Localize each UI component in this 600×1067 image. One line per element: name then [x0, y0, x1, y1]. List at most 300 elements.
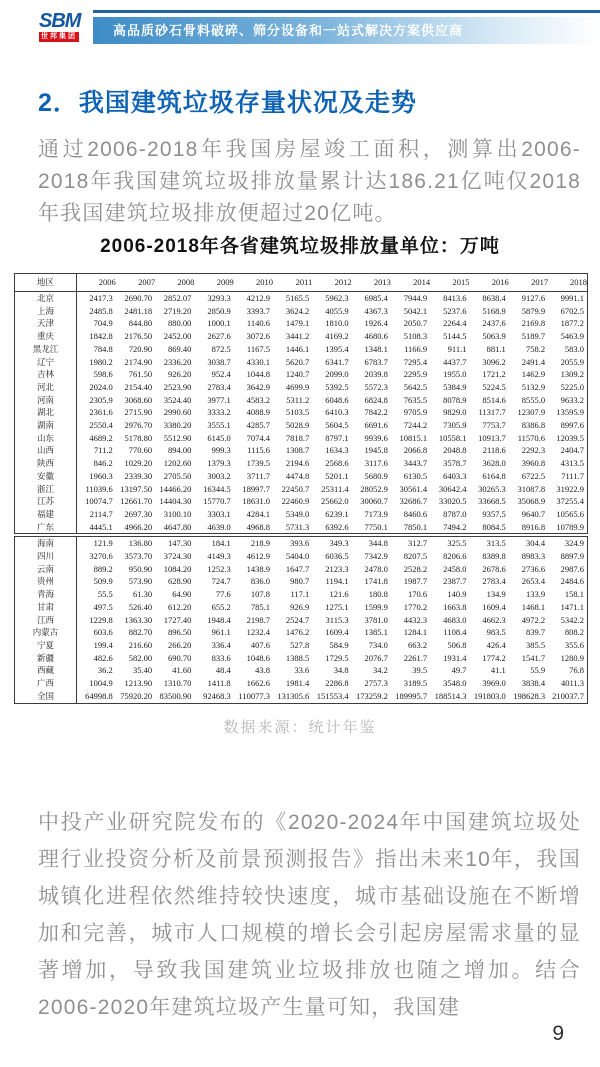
value-cell: 6341.7 — [325, 356, 349, 367]
table-row — [15, 626, 588, 639]
value-cell: 76.8 — [569, 665, 584, 676]
table-body-section2 — [15, 537, 588, 703]
value-cell: 4313.5 — [560, 458, 584, 469]
value-cell: 808.2 — [564, 627, 584, 638]
value-cell: 4088.9 — [246, 407, 270, 418]
value-cell: 37255.4 — [556, 496, 584, 507]
value-cell: 1029.20 — [124, 458, 153, 469]
value-cell: 7842.2 — [364, 407, 388, 418]
value-cell: 1468.1 — [521, 601, 546, 612]
value-cell: 1981.4 — [285, 678, 310, 689]
value-cell: 49.7 — [451, 665, 467, 676]
value-cell: 628.90 — [168, 576, 192, 587]
value-cell: 43.8 — [255, 665, 270, 676]
value-cell: 5342.2 — [560, 614, 584, 625]
value-cell: 5962.3 — [325, 293, 349, 303]
value-cell: 5063.9 — [482, 331, 506, 342]
value-cell: 7635.5 — [403, 394, 428, 405]
value-cell: 1411.8 — [207, 678, 231, 689]
value-cell: 31087.8 — [517, 483, 546, 494]
value-cell: 6702.5 — [560, 305, 584, 316]
value-cell: 8084.5 — [482, 521, 506, 532]
table-row — [15, 690, 588, 703]
table-row — [15, 419, 588, 432]
value-cell: 2264.4 — [443, 318, 467, 329]
value-cell: 8078.9 — [443, 394, 467, 405]
value-cell: 3548.0 — [443, 678, 467, 689]
value-cell: 1721.2 — [482, 369, 506, 380]
value-cell: 1541.7 — [521, 652, 546, 663]
value-cell: 2305.9 — [89, 394, 113, 405]
value-cell: 4968.8 — [246, 521, 270, 532]
value-cell: 3303.1 — [207, 508, 231, 519]
value-cell: 1599.9 — [364, 601, 388, 612]
value-cell: 1739.5 — [246, 458, 270, 469]
value-cell: 1048.6 — [246, 652, 270, 663]
value-cell: 6783.7 — [364, 356, 388, 367]
value-cell: 1980.2 — [89, 356, 113, 367]
value-cell: 8916.8 — [521, 521, 546, 532]
value-cell: 2174.90 — [124, 356, 153, 367]
value-cell: 7944.9 — [403, 293, 428, 303]
value-cell: 3441.2 — [285, 331, 310, 342]
region-cell: 陕西 — [15, 457, 77, 470]
value-cell: 1634.3 — [325, 445, 349, 456]
value-cell: 188514.3 — [434, 690, 467, 701]
emissions-table-section1 — [14, 273, 588, 534]
value-cell: 758.2 — [525, 343, 546, 354]
value-cell: 75920.20 — [120, 690, 153, 701]
value-cell: 218.9 — [250, 538, 270, 549]
value-cell: 2690.70 — [124, 293, 153, 303]
value-cell: 9829.0 — [443, 407, 467, 418]
value-cell: 1140.6 — [246, 318, 270, 329]
value-cell: 1000.1 — [207, 318, 231, 329]
value-cell: 34.2 — [373, 665, 388, 676]
value-cell: 324.9 — [564, 538, 584, 549]
value-cell: 3189.5 — [403, 678, 428, 689]
value-cell: 336.4 — [211, 639, 231, 650]
value-cell: 2653.4 — [521, 576, 546, 587]
region-cell: 甘肃 — [15, 601, 77, 614]
value-cell: 2339.30 — [124, 470, 153, 481]
value-cell: 189995.7 — [395, 690, 428, 701]
column-header: 2012 — [312, 274, 351, 292]
value-cell: 1663.8 — [443, 601, 467, 612]
value-cell: 612.20 — [168, 601, 192, 612]
column-header: 2018 — [548, 274, 587, 292]
value-cell: 16344.5 — [203, 483, 231, 494]
value-cell: 8638.4 — [482, 293, 506, 303]
table-row — [15, 343, 588, 356]
region-cell: 山东 — [15, 432, 77, 445]
value-cell: 1609.4 — [482, 601, 506, 612]
emissions-table-section2 — [14, 536, 588, 703]
value-cell: 3380.20 — [163, 420, 192, 431]
sbm-logo-text: SBM — [39, 10, 81, 32]
value-cell: 2361.6 — [89, 407, 113, 418]
value-cell: 33020.5 — [438, 496, 467, 507]
value-cell: 8514.6 — [482, 394, 506, 405]
column-header: 2010 — [234, 274, 273, 292]
value-cell: 61.30 — [132, 589, 153, 600]
region-cell: 宁夏 — [15, 639, 77, 652]
value-cell: 4055.9 — [325, 305, 349, 316]
region-cell: 江苏 — [15, 495, 77, 508]
value-cell: 4689.2 — [89, 432, 113, 443]
value-cell: 1877.2 — [560, 318, 584, 329]
value-cell: 2076.7 — [364, 652, 388, 663]
value-cell: 2678.6 — [482, 563, 506, 574]
value-cell: 4647.80 — [163, 521, 192, 532]
value-cell: 4169.2 — [325, 331, 349, 342]
value-cell: 3100.10 — [163, 508, 192, 519]
table-row — [15, 563, 588, 576]
value-cell: 55.9 — [530, 665, 546, 676]
value-cell: 7850.1 — [403, 521, 428, 532]
sbm-logo-subtext: 世邦集团 — [41, 33, 77, 40]
value-cell: 1471.1 — [560, 601, 584, 612]
page-header — [0, 0, 600, 58]
value-cell: 2437.6 — [482, 318, 506, 329]
value-cell: 33668.5 — [478, 496, 506, 507]
value-cell: 3038.7 — [207, 356, 231, 367]
value-cell: 140.9 — [447, 589, 467, 600]
table-header-row — [15, 274, 588, 292]
value-cell: 1348.1 — [364, 343, 388, 354]
analysis-paragraph: 中投产业研究院发布的《2020-2024年中国建筑垃圾处理行业投资分析及前景预测报告》指出未来10年，我国城镇化进程依然维持较快速度，城市基础设施在不断增加和完善，城市人口规模的增长会引起房屋需求量的显著增加，导致我国建筑业垃圾排放也随之增加。结合2006-2020年建筑垃圾产生量可知，我国建 — [38, 811, 581, 1019]
value-cell: 12661.70 — [120, 496, 153, 507]
value-cell: 926.9 — [290, 601, 310, 612]
value-cell: 4285.7 — [246, 420, 270, 431]
table-row — [15, 406, 588, 419]
value-cell: 573.90 — [128, 576, 153, 587]
column-header: 2006 — [77, 274, 116, 292]
value-cell: 506.8 — [447, 639, 467, 650]
value-cell: 1810.0 — [325, 318, 349, 329]
value-cell: 191803.0 — [473, 690, 506, 701]
value-cell: 4662.3 — [482, 614, 506, 625]
value-cell: 2478.0 — [364, 563, 388, 574]
value-cell: 584.9 — [329, 639, 349, 650]
value-cell: 6130.5 — [403, 470, 428, 481]
region-cell: 海南 — [15, 537, 77, 550]
value-cell: 4612.9 — [246, 551, 270, 562]
value-cell: 30060.7 — [360, 496, 388, 507]
value-cell: 1166.9 — [404, 343, 428, 354]
value-cell: 36.2 — [97, 665, 113, 676]
value-cell: 12307.9 — [517, 407, 546, 418]
value-cell: 2024.0 — [89, 381, 113, 392]
value-cell: 4437.7 — [443, 356, 467, 367]
value-cell: 1240.7 — [285, 369, 310, 380]
value-cell: 983.5 — [486, 627, 506, 638]
value-cell: 5165.5 — [285, 293, 310, 303]
value-cell: 2387.7 — [443, 576, 467, 587]
region-cell: 青海 — [15, 588, 77, 601]
value-cell: 6403.3 — [443, 470, 467, 481]
column-header: 2017 — [509, 274, 548, 292]
header-banner: 高品质砂石骨料破碎、筛分设备和一站式解决方案供应商 — [93, 17, 600, 44]
value-cell: 1948.4 — [207, 614, 231, 625]
value-cell: 18997.7 — [242, 483, 270, 494]
table-title: 2006-2018年各省建筑垃圾排放量单位：万吨 — [100, 236, 500, 257]
value-cell: 2286.8 — [325, 678, 349, 689]
header-accent-line — [93, 10, 600, 13]
table-row — [15, 521, 588, 534]
region-cell: 广西 — [15, 677, 77, 690]
value-cell: 761.50 — [128, 369, 153, 380]
value-cell: 1926.4 — [364, 318, 388, 329]
table-body-section1 — [15, 292, 588, 534]
column-header: 2014 — [391, 274, 430, 292]
value-cell: 110077.3 — [238, 690, 270, 701]
value-cell: 980.7 — [290, 576, 310, 587]
table-row — [15, 495, 588, 508]
table-row — [15, 356, 588, 369]
value-cell: 1395.4 — [325, 343, 349, 354]
value-cell: 11317.7 — [478, 407, 506, 418]
intro-paragraph: 通过2006-2018年我国房屋竣工面积，测算出2006-2018年我国建筑垃圾排放量累计达186.21亿吨仅2018年我国建筑垃圾排放便超过20亿吨。 — [38, 138, 581, 225]
value-cell: 25311.4 — [321, 483, 349, 494]
value-cell: 889.2 — [93, 563, 113, 574]
value-cell: 785.1 — [250, 601, 270, 612]
value-cell: 7750.1 — [364, 521, 388, 532]
value-cell: 12039.5 — [556, 432, 584, 443]
value-cell: 30561.4 — [399, 483, 428, 494]
value-cell: 663.2 — [408, 639, 428, 650]
value-cell: 2528.2 — [403, 563, 428, 574]
region-cell: 山西 — [15, 444, 77, 457]
value-cell: 655.2 — [211, 601, 231, 612]
value-cell: 5042.1 — [403, 305, 428, 316]
value-cell: 304.4 — [525, 538, 546, 549]
value-cell: 5879.9 — [521, 305, 546, 316]
value-cell: 784.8 — [93, 343, 113, 354]
value-cell: 4639.0 — [207, 521, 231, 532]
value-cell: 3578.7 — [443, 458, 467, 469]
value-cell: 2484.6 — [560, 576, 584, 587]
value-cell: 31922.9 — [556, 483, 584, 494]
value-cell: 5404.0 — [285, 551, 310, 562]
value-cell: 10913.7 — [478, 432, 506, 443]
value-cell: 158.1 — [564, 589, 584, 600]
value-cell: 527.8 — [290, 639, 310, 650]
table-row — [15, 508, 588, 521]
value-cell: 1232.4 — [246, 627, 270, 638]
value-cell: 509.9 — [93, 576, 113, 587]
value-cell: 2261.7 — [403, 652, 428, 663]
value-cell: 1379.3 — [207, 458, 231, 469]
column-header: 2008 — [155, 274, 194, 292]
value-cell: 882.70 — [128, 627, 153, 638]
value-cell: 3096.2 — [482, 356, 506, 367]
value-cell: 1194.1 — [325, 576, 349, 587]
value-cell: 1729.5 — [325, 652, 349, 663]
value-cell: 1310.70 — [163, 678, 192, 689]
value-cell: 598.6 — [93, 369, 113, 380]
value-cell: 7305.9 — [443, 420, 467, 431]
value-cell: 1842.8 — [89, 331, 113, 342]
value-cell: 34.8 — [333, 665, 349, 676]
region-cell: 西藏 — [15, 664, 77, 677]
value-cell: 32686.7 — [399, 496, 428, 507]
value-cell: 385.5 — [525, 639, 546, 650]
region-cell: 贵州 — [15, 575, 77, 588]
value-cell: 1479.1 — [285, 318, 310, 329]
value-cell: 325.5 — [447, 538, 467, 549]
value-cell: 1727.40 — [163, 614, 192, 625]
region-cell: 四川 — [15, 550, 77, 563]
value-cell: 2485.8 — [89, 305, 113, 316]
value-cell: 2176.50 — [124, 331, 153, 342]
value-cell: 170.6 — [408, 589, 428, 600]
value-cell: 3977.1 — [207, 394, 231, 405]
value-cell: 2048.8 — [443, 445, 467, 456]
value-cell: 5572.3 — [364, 381, 388, 392]
value-cell: 1770.2 — [403, 601, 428, 612]
value-cell: 35068.9 — [517, 496, 546, 507]
value-cell: 4432.3 — [403, 614, 428, 625]
value-cell: 41.1 — [490, 665, 506, 676]
value-cell: 64998.8 — [85, 690, 113, 701]
value-cell: 41.60 — [172, 665, 192, 676]
column-header: 地区 — [15, 274, 77, 292]
value-cell: 1108.4 — [443, 627, 467, 638]
page-number: 9 — [552, 1022, 564, 1045]
value-cell: 846.2 — [93, 458, 113, 469]
value-cell: 1647.7 — [285, 563, 310, 574]
value-cell: 9640.7 — [521, 508, 546, 519]
value-cell: 2736.6 — [521, 563, 546, 574]
value-cell: 14404.30 — [159, 496, 192, 507]
value-cell: 77.6 — [215, 589, 231, 600]
value-cell: 8797.1 — [325, 432, 349, 443]
value-cell: 497.5 — [93, 601, 113, 612]
region-cell: 湖北 — [15, 406, 77, 419]
table-row — [15, 614, 588, 627]
value-cell: 5392.5 — [325, 381, 349, 392]
region-cell: 上海 — [15, 305, 77, 318]
value-cell: 2491.4 — [521, 356, 546, 367]
value-cell: 5680.9 — [364, 470, 388, 481]
value-cell: 881.1 — [486, 343, 506, 354]
value-cell: 4699.9 — [285, 381, 310, 392]
value-cell: 1363.30 — [124, 614, 153, 625]
value-cell: 1960.3 — [89, 470, 113, 481]
table-row — [15, 677, 588, 690]
region-cell: 湖南 — [15, 419, 77, 432]
value-cell: 5463.9 — [560, 331, 584, 342]
region-cell: 全国 — [15, 690, 77, 703]
table-row — [15, 639, 588, 652]
sbm-logo — [39, 11, 79, 42]
value-cell: 1476.2 — [285, 627, 310, 638]
value-cell: 4367.3 — [364, 305, 388, 316]
value-cell: 839.7 — [525, 627, 546, 638]
value-cell: 2452.00 — [163, 331, 192, 342]
value-cell: 8386.8 — [521, 420, 546, 431]
value-cell: 7244.2 — [403, 420, 428, 431]
region-cell: 重庆 — [15, 330, 77, 343]
region-cell: 广东 — [15, 521, 77, 534]
value-cell: 184.1 — [211, 538, 231, 549]
value-cell: 880.00 — [168, 318, 192, 329]
value-cell: 1280.9 — [560, 652, 584, 663]
value-cell: 2757.3 — [364, 678, 388, 689]
value-cell: 2705.50 — [163, 470, 192, 481]
value-cell: 131305.6 — [277, 690, 310, 701]
value-cell: 3969.0 — [482, 678, 506, 689]
value-cell: 2697.30 — [124, 508, 153, 519]
value-cell: 7494.2 — [443, 521, 467, 532]
value-cell: 5028.9 — [285, 420, 310, 431]
section-heading: 2．我国建筑垃圾存量状况及走势 — [38, 88, 417, 117]
value-cell: 133.9 — [525, 589, 546, 600]
value-cell: 8460.6 — [403, 508, 428, 519]
value-cell: 10565.6 — [556, 508, 584, 519]
value-cell: 8787.0 — [443, 508, 467, 519]
value-cell: 6048.6 — [325, 394, 349, 405]
value-cell: 3642.9 — [246, 381, 270, 392]
value-cell: 1446.1 — [285, 343, 310, 354]
value-cell: 582.00 — [128, 652, 153, 663]
value-cell: 7753.7 — [482, 420, 506, 431]
value-cell: 11570.6 — [517, 432, 546, 443]
value-cell: 3838.4 — [521, 678, 546, 689]
value-cell: 724.7 — [211, 576, 231, 587]
value-cell: 33.6 — [294, 665, 310, 676]
value-cell: 1004.9 — [89, 678, 113, 689]
table-row — [15, 470, 588, 483]
value-cell: 5620.7 — [285, 356, 310, 367]
value-cell: 2568.6 — [325, 458, 349, 469]
value-cell: 2194.6 — [285, 458, 310, 469]
value-cell: 1275.1 — [325, 601, 349, 612]
value-cell: 2990.60 — [163, 407, 192, 418]
value-cell: 2295.9 — [403, 369, 428, 380]
value-cell: 2523.90 — [163, 381, 192, 392]
value-cell: 3960.8 — [521, 458, 546, 469]
value-cell: 10789.9 — [556, 521, 584, 532]
value-cell: 8555.0 — [521, 394, 546, 405]
value-cell: 3117.6 — [364, 458, 388, 469]
value-cell: 3270.6 — [89, 551, 113, 562]
value-cell: 30642.4 — [438, 483, 467, 494]
value-cell: 136.80 — [128, 538, 153, 549]
value-cell: 1955.0 — [443, 369, 467, 380]
value-cell: 4680.6 — [364, 331, 388, 342]
value-cell: 3628.0 — [482, 458, 506, 469]
value-cell: 872.5 — [211, 343, 231, 354]
value-cell: 312.7 — [408, 538, 428, 549]
value-cell: 2050.7 — [403, 318, 428, 329]
value-cell: 2169.8 — [521, 318, 546, 329]
value-cell: 9357.5 — [482, 508, 506, 519]
region-cell: 北京 — [15, 292, 77, 305]
region-cell: 河南 — [15, 394, 77, 407]
value-cell: 180.8 — [368, 589, 388, 600]
value-cell: 1309.2 — [560, 369, 584, 380]
value-cell: 2458.0 — [443, 563, 467, 574]
table-row — [15, 330, 588, 343]
value-cell: 704.9 — [93, 318, 113, 329]
value-cell: 30265.3 — [478, 483, 506, 494]
value-cell: 10074.7 — [85, 496, 113, 507]
column-header: 2007 — [116, 274, 155, 292]
region-cell: 吉林 — [15, 368, 77, 381]
region-cell: 新疆 — [15, 652, 77, 665]
